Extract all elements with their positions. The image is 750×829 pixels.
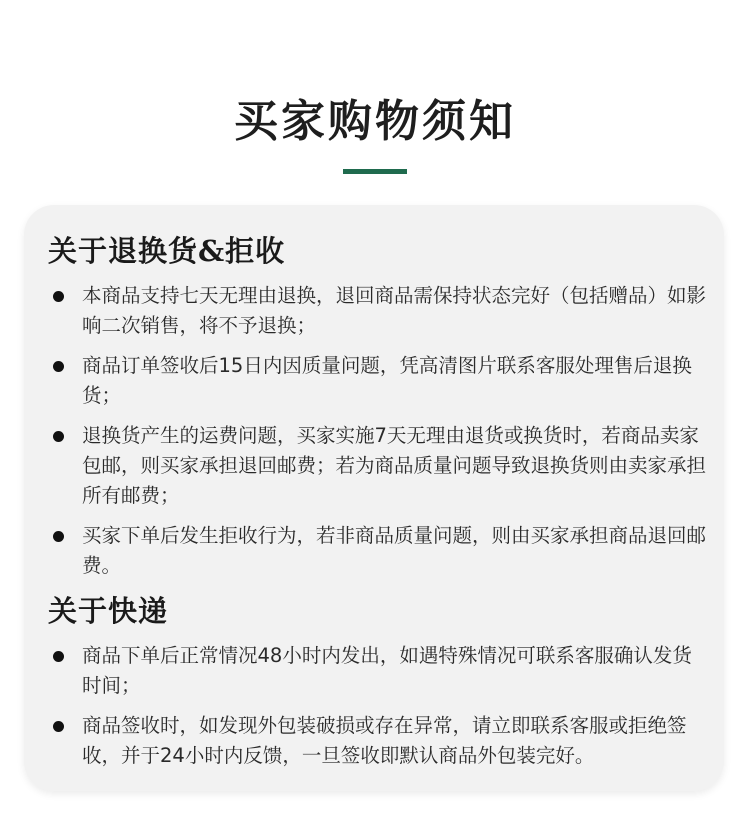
section-shipping: [48, 591, 708, 771]
bullet-icon: [53, 651, 64, 662]
bullet-icon: [53, 291, 64, 302]
notice-card: [24, 205, 724, 791]
rule-text: 本商品支持七天无理由退换，退回商品需保持状态完好（包括赠品）如影响二次销售，将不予退换；: [82, 284, 707, 337]
list-item: [48, 421, 708, 511]
list-item: [48, 281, 708, 341]
bullet-icon: [53, 361, 64, 372]
title-underline: [343, 169, 407, 174]
returns-rule-list: [48, 281, 708, 581]
rule-text: 商品签收时，如发现外包装破损或存在异常，请立即联系客服或拒绝签收，并于24小时内反馈，一旦签收即默认商品外包装完好。: [82, 714, 687, 767]
page-title: 买家购物须知: [234, 96, 516, 147]
list-item: [48, 641, 708, 701]
bullet-icon: [53, 721, 64, 732]
list-item: [48, 711, 708, 771]
bullet-icon: [53, 431, 64, 442]
section-returns: [48, 231, 708, 581]
list-item: [48, 351, 708, 411]
rule-text: 买家下单后发生拒收行为，若非商品质量问题，则由买家承担商品退回邮费。: [82, 524, 707, 577]
rule-text: 商品订单签收后15日内因质量问题，凭高清图片联系客服处理售后退换货；: [82, 354, 692, 407]
bullet-icon: [53, 531, 64, 542]
section-heading-shipping: 关于快递: [48, 594, 169, 628]
section-heading-returns: 关于退换货&拒收: [48, 234, 286, 268]
rule-text: 退换货产生的运费问题，买家实施7天无理由退货或换货时，若商品卖家包邮，则买家承担退回邮费；若为商品质量问题导致退换货则由卖家承担所有邮费；: [82, 424, 707, 507]
list-item: [48, 521, 708, 581]
rule-text: 商品下单后正常情况48小时内发出，如遇特殊情况可联系客服确认发货时间；: [82, 644, 692, 697]
shipping-rule-list: [48, 641, 708, 771]
